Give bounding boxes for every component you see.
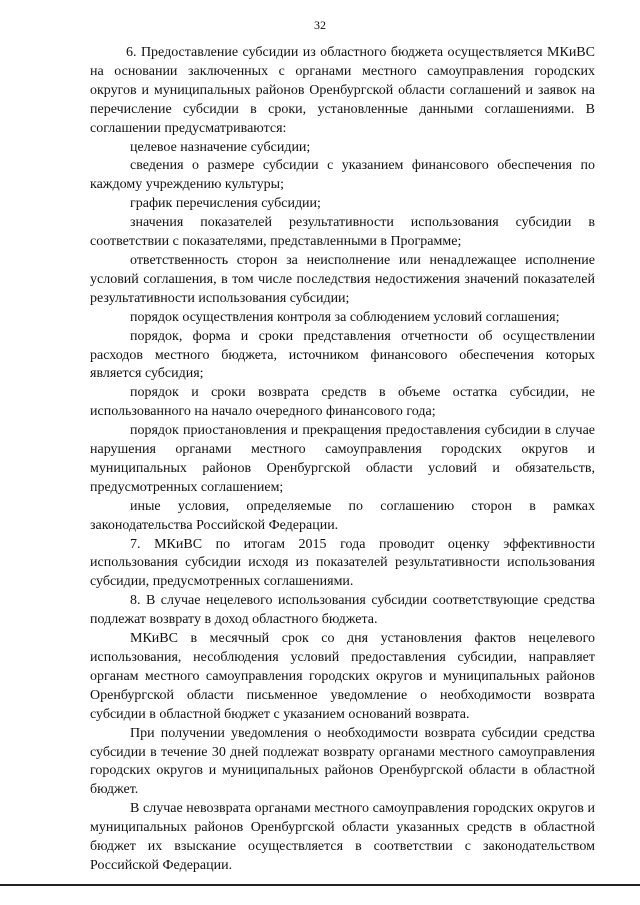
list-item-target-purpose: целевое назначение субсидии; [130,139,311,155]
list-item-performance-indicators: значения показателей результативности использования субсидии в соответствии с показателями, представленными в Программе; [90,215,595,250]
paragraph-clause-7: 7. МКиВС по итогам 2015 года проводит оценку эффективности использования субсидии исходя из показателей результативности использования субсидии, предусмотренных соглашениями. [90,536,595,590]
list-item-transfer-schedule: график перечисления субсидии; [130,196,321,212]
paragraph-notification: МКиВС в месячный срок со дня установления фактов нецелевого использования, несоблюдения условий предоставления субсидии, направляет органам местного самоуправления городских округов и муниципальных районов Оренбургской области письменное уведомление о необходимости возврата субсидии в областной бюджет с указанием оснований возврата. [90,631,595,722]
document-body [90,44,595,876]
list-item-suspension: порядок приостановления и прекращения предоставления субсидии в случае нарушения органами местного самоуправления городских округов и муниципальных районов Оренбургской области условий и обязательств, предусмотренных соглашением; [90,423,595,495]
paragraph-recovery: В случае невозврата органами местного самоуправления городских округов и муниципальных районов Оренбургской области указанных средств в областной бюджет их взыскание осуществляется в соответствии с законодательством Российской Федерации. [90,801,595,873]
bottom-divider [0,884,640,886]
paragraph-clause-8: 8. В случае нецелевого использования субсидии соответствующие средства подлежат возврату в доход областного бюджета. [90,593,595,628]
list-item-return-of-balance: порядок и сроки возврата средств в объеме остатка субсидии, не использованного на начало очередного финансового года; [90,385,595,420]
list-item-responsibility: ответственность сторон за неисполнение или ненадлежащее исполнение условий соглашения, в том числе последствия недостижения значений показателей результативности использования субсидии; [90,252,595,306]
list-item-reporting: порядок, форма и сроки представления отчетности об осуществлении расходов местного бюджета, источником финансового обеспечения которых является субсидия; [90,328,595,382]
list-item-other-conditions: иные условия, определяемые по соглашению сторон в рамках законодательства Российской Федерации. [90,498,595,533]
paragraph-clause-6: 6. Предоставление субсидии из областного бюджета осуществляется МКиВС на основании заключенных с органами местного самоуправления городских округов и муниципальных районов Оренбургской области соглашений и заявок на перечисление субсидии в сроки, установленные данными соглашениями. В соглашении предусматриваются: [90,45,595,136]
list-item-subsidy-size: сведения о размере субсидии с указанием финансового обеспечения по каждому учреждению культуры; [90,158,595,193]
paragraph-return-deadline: При получении уведомления о необходимости возврата субсидии средства субсидии в течение 30 дней подлежат возврату органами местного самоуправления городских округов и муниципальных районов Оренбургской области в областной бюджет. [90,725,595,798]
list-item-control-procedure: порядок осуществления контроля за соблюдением условий соглашения; [130,309,560,325]
page-number: 32 [314,18,326,32]
